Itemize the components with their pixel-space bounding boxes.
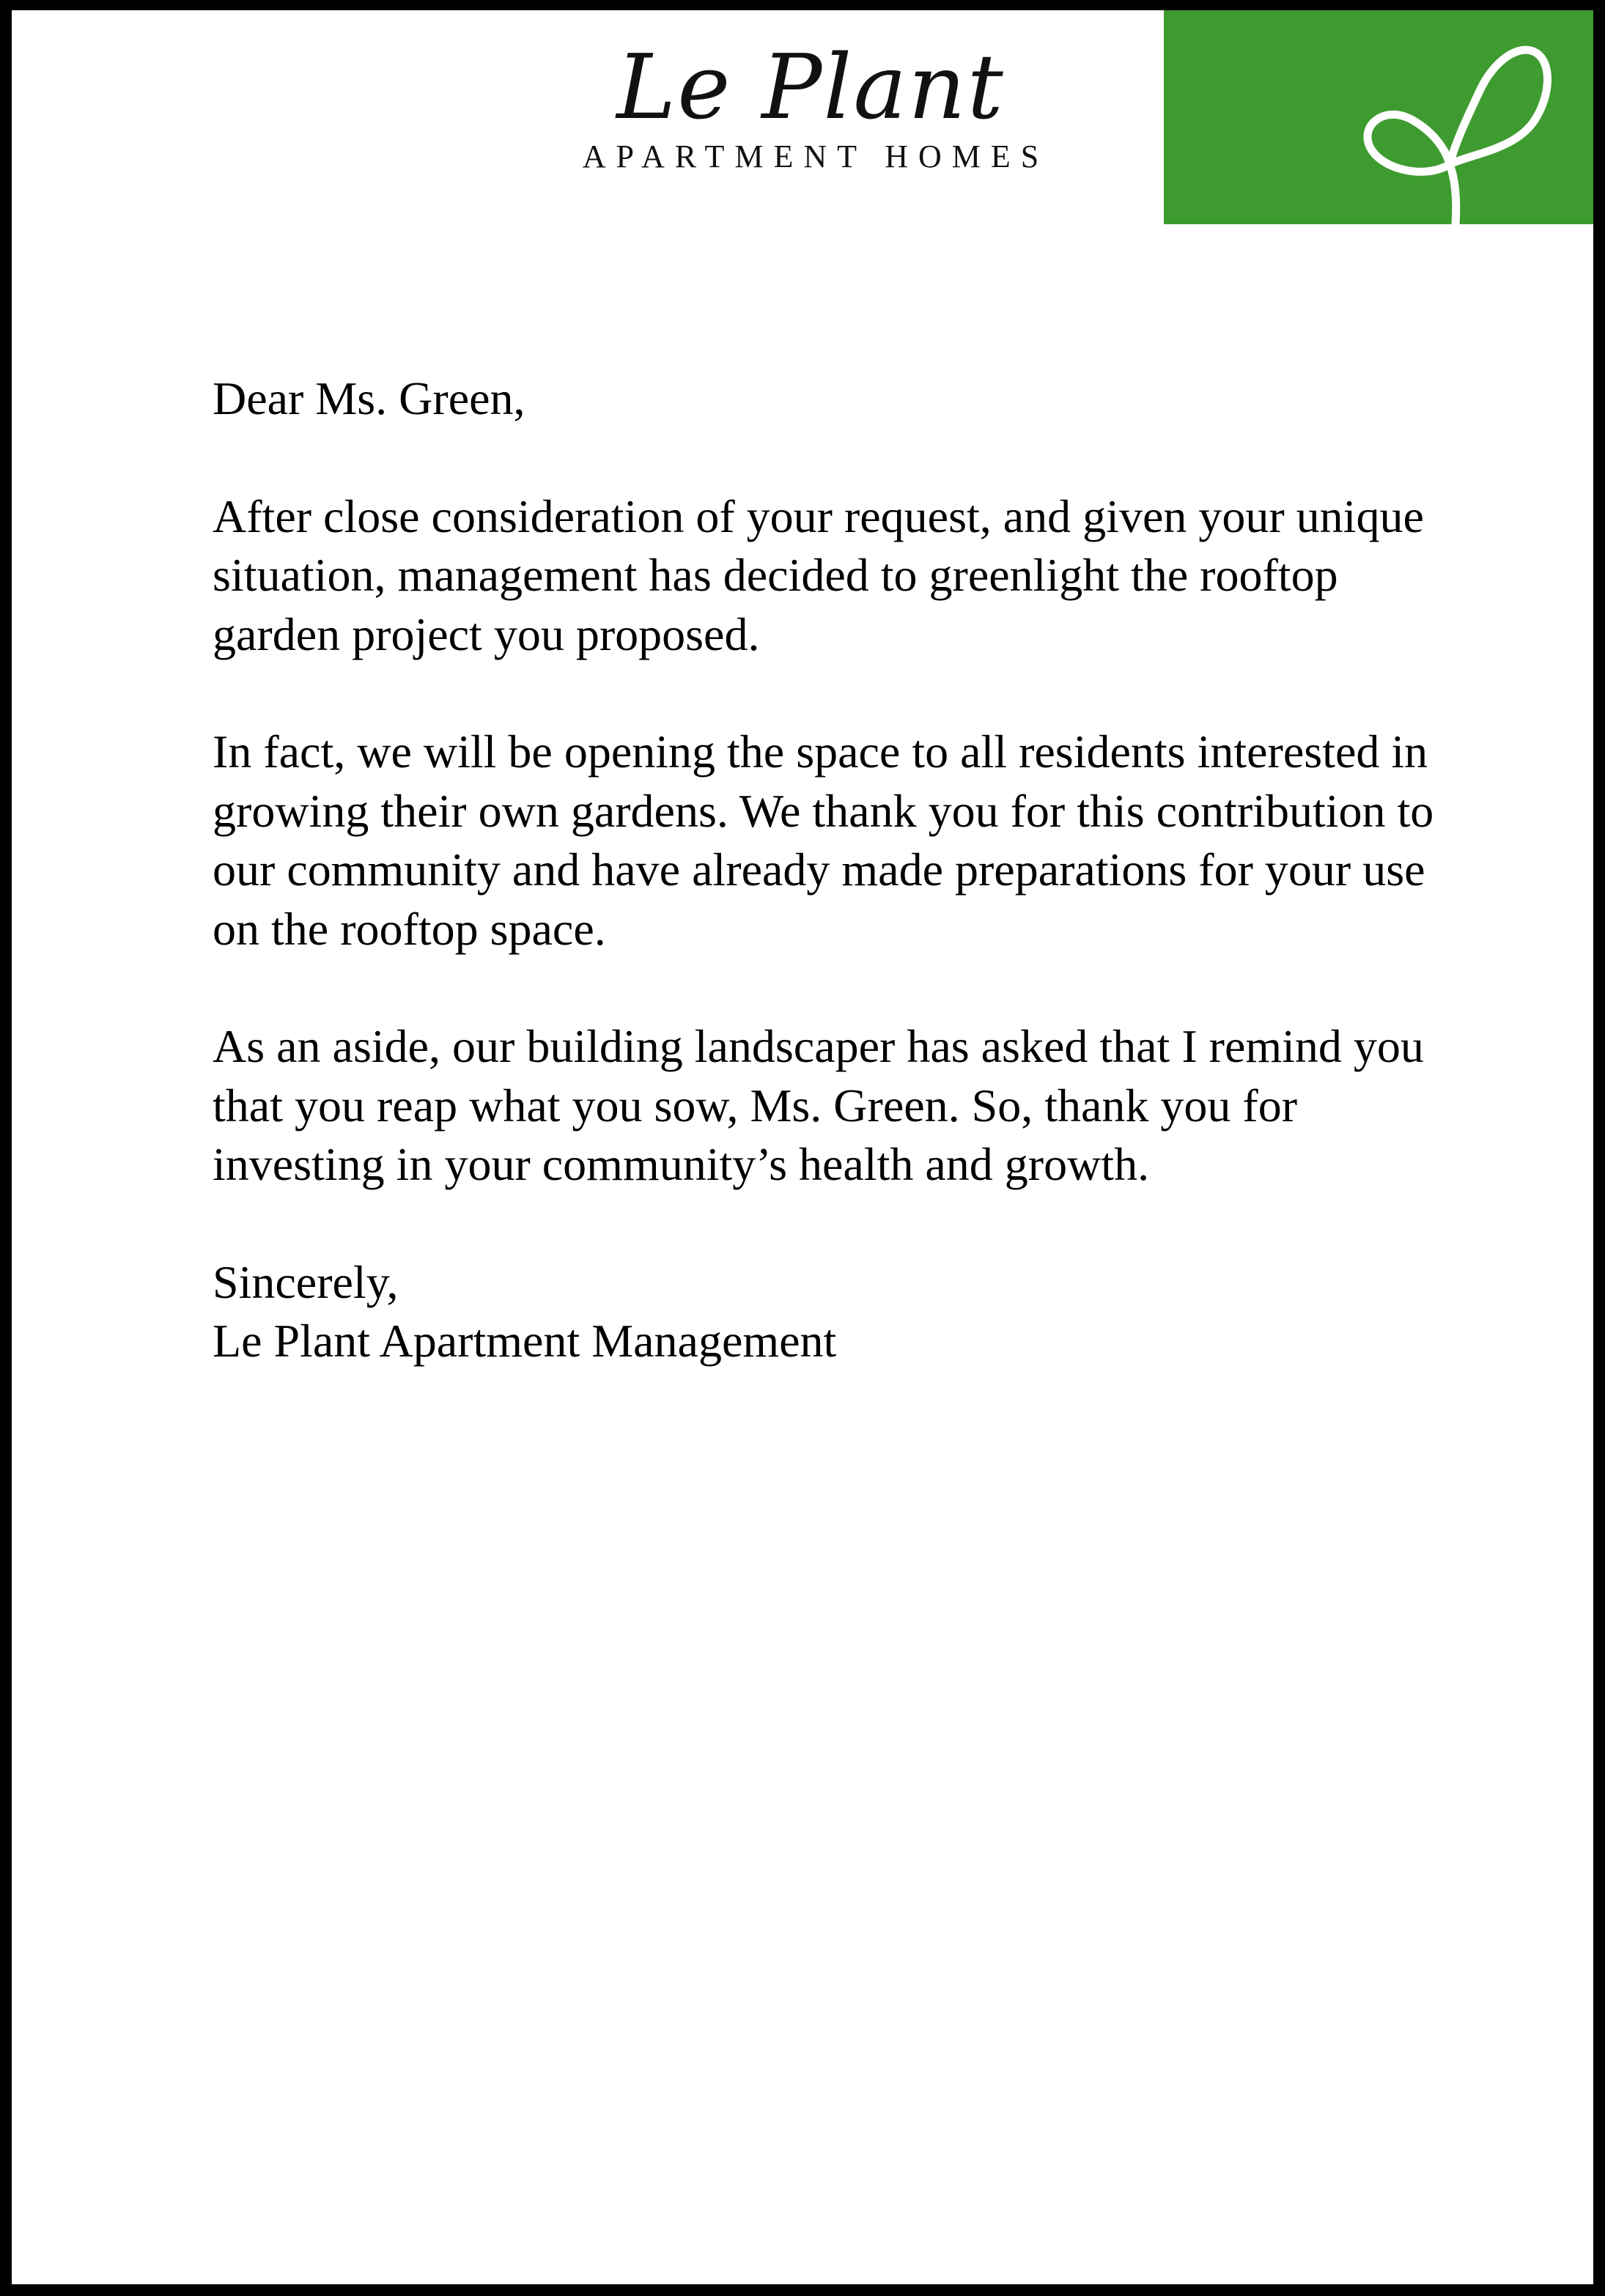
logo-box: [1164, 10, 1593, 224]
sprout-icon: [1164, 10, 1593, 224]
letterhead-brand: [510, 32, 1111, 175]
paragraph-1: After close consideration of your request, and given your unique situation, management has decided to greenlight the rooftop garden project you proposed.: [213, 490, 1424, 660]
letter-page: [12, 10, 1593, 2284]
salutation: Dear Ms. Green,: [213, 372, 525, 424]
closing: Sincerely,: [213, 1255, 399, 1308]
paragraph-3: As an aside, our building landscaper has asked that I remind you that you reap what you sow, Ms. Green. So, thank you for investing in your community’s health and growth.: [213, 1020, 1424, 1190]
letter-body: [213, 369, 1458, 1371]
paragraph-2: In fact, we will be opening the space to all residents interested in growing their own gardens. We thank you for this contribution to our community and have already made preparations for your use on the rooftop space.: [213, 726, 1434, 955]
brand-subtitle: APARTMENT HOMES: [582, 139, 1049, 174]
brand-name: Le Plant: [616, 35, 1005, 139]
signature: Le Plant Apartment Management: [213, 1315, 837, 1367]
